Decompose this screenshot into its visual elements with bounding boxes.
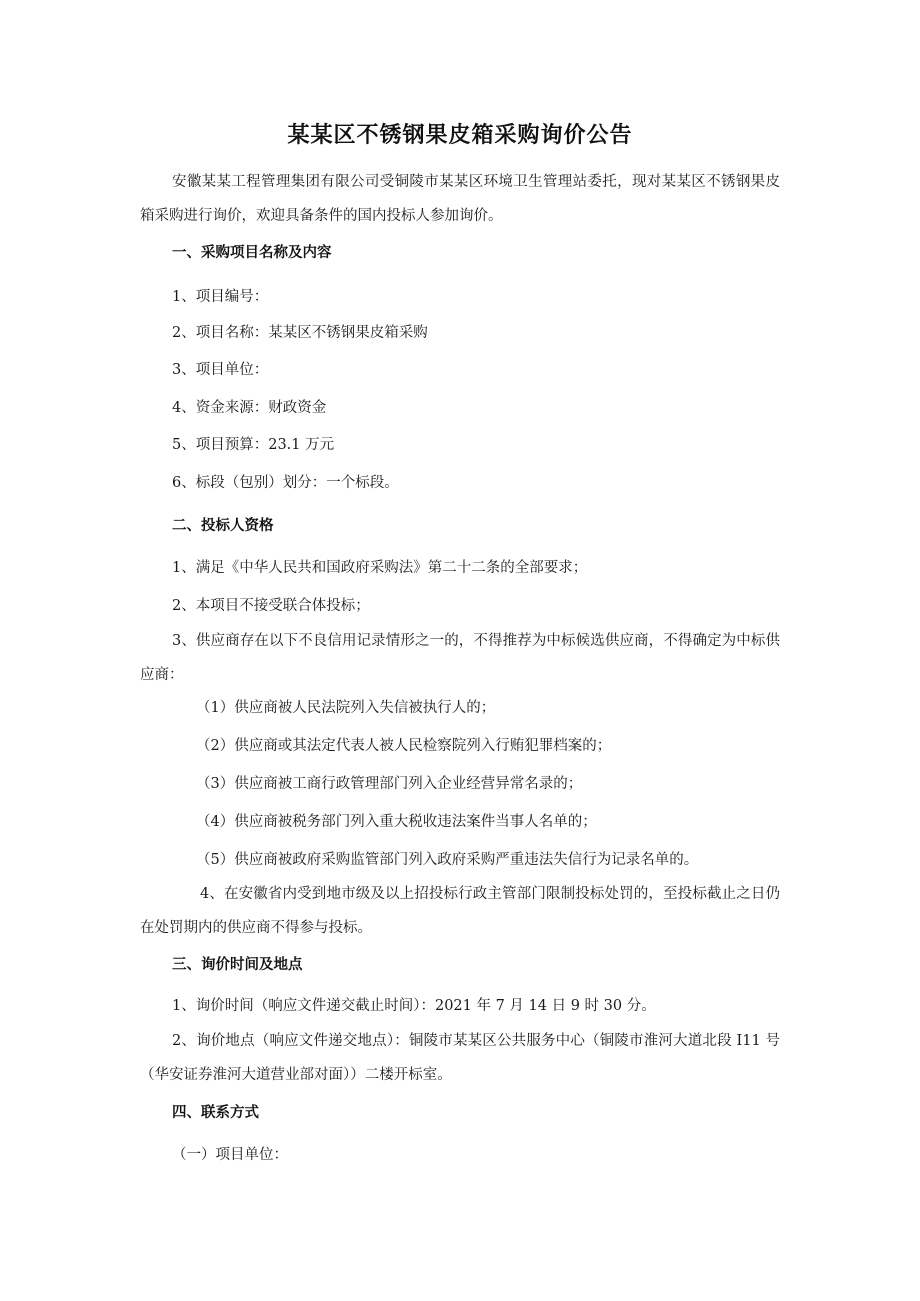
section-2-heading: 二、投标人资格 (172, 518, 274, 534)
section-1-item-project-name: 2、项目名称：某某区不锈钢果皮箱采购 (172, 325, 428, 341)
section-1-item-funding-source: 4、资金来源：财政资金 (172, 400, 327, 416)
credit-subitem-1: （1）供应商被人民法院列入失信被执行人的； (196, 700, 496, 716)
credit-subitem-5: （5）供应商被政府采购监管部门列入政府采购严重违法失信行为记录名单的。 (196, 852, 699, 868)
section-1-item-lot-division: 6、标段（包别）划分：一个标段。 (172, 475, 399, 491)
section-4-heading: 四、联系方式 (172, 1105, 259, 1121)
credit-subitem-4: （4）供应商被税务部门列入重大税收违法案件当事人名单的； (196, 814, 597, 830)
section-2-item-credit-record: 3、供应商存在以下不良信用记录情形之一的，不得推荐为中标候选供应商，不得确定为中标供应商： (140, 633, 780, 683)
credit-subitem-2: （2）供应商或其法定代表人被人民检察院列入行贿犯罪档案的； (196, 738, 612, 754)
section-3-item-location: 2、询价地点（响应文件递交地点）：铜陵市某某区公共服务中心（铜陵市淮河大道北段 I11 号（华安证券淮河大道营业部对面））二楼开标室。 (140, 1033, 780, 1083)
section-2-item-procurement-law: 1、满足《中华人民共和国政府采购法》第二十二条的全部要求； (172, 560, 588, 576)
credit-subitem-3: （3）供应商被工商行政管理部门列入企业经营异常名录的； (196, 776, 583, 792)
section-3-item-time: 1、询价时间（响应文件递交截止时间）：2021 年 7 月 14 日 9 时 30 分。 (172, 998, 656, 1014)
section-4-item-project-unit: （一）项目单位： (172, 1147, 288, 1163)
section-1-item-project-unit: 3、项目单位： (172, 362, 269, 378)
section-2-item-penalty: 4、在安徽省内受到地市级及以上招投标行政主管部门限制投标处罚的，至投标截止之日仍在处罚期内的供应商不得参与投标。 (140, 886, 780, 936)
section-2-item-no-consortium: 2、本项目不接受联合体投标； (172, 598, 370, 614)
section-3-heading: 三、询价时间及地点 (172, 957, 303, 973)
section-1-item-budget: 5、项目预算：23.1 万元 (172, 437, 335, 453)
section-1-item-project-number: 1、项目编号： (172, 289, 269, 305)
document-title: 某某区不锈钢果皮箱采购询价公告 (287, 123, 633, 148)
section-1-heading: 一、采购项目名称及内容 (172, 245, 332, 261)
intro-paragraph: 安徽某某工程管理集团有限公司受铜陵市某某区环境卫生管理站委托，现对某某区不锈钢果皮箱采购进行询价，欢迎具备条件的国内投标人参加询价。 (140, 174, 780, 224)
